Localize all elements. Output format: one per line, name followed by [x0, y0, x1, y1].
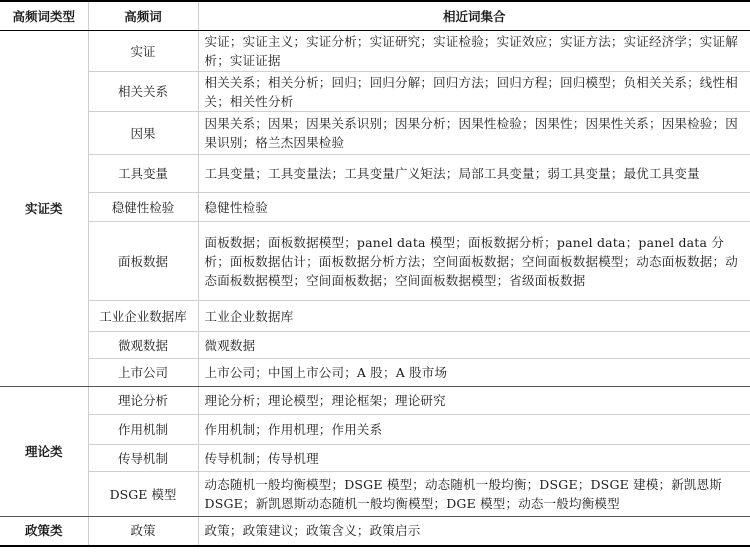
- synonyms-cell: 作用机制；作用机理；作用关系: [198, 415, 750, 445]
- category-empirical: 实证类: [0, 31, 88, 387]
- table-row: [0, 415, 750, 445]
- keyword-cell: 理论分析: [88, 387, 198, 415]
- keyword-cell: 面板数据: [88, 222, 198, 301]
- keyword-cell: 政策: [88, 517, 198, 546]
- table-row: [0, 472, 750, 517]
- synonyms-cell: 传导机制；传导机理: [198, 445, 750, 472]
- category-theory: 理论类: [0, 387, 88, 517]
- category-policy: 政策类: [0, 517, 88, 546]
- header-keyword: 高频词: [88, 1, 198, 31]
- keyword-cell: 微观数据: [88, 332, 198, 359]
- synonyms-cell: 工业企业数据库: [198, 301, 750, 332]
- synonyms-cell: 动态随机一般均衡模型；DSGE 模型；动态随机一般均衡；DSGE；DSGE 建模；新凯恩斯 DSGE；新凯恩斯动态随机一般均衡模型；DGE 模型；动态一般均衡模型: [198, 472, 750, 517]
- synonyms-cell: 政策；政策建议；政策含义；政策启示: [198, 517, 750, 546]
- synonyms-cell: 理论分析；理论模型；理论框架；理论研究: [198, 387, 750, 415]
- header-synonyms: 相近词集合: [198, 1, 750, 31]
- keyword-cell: 工具变量: [88, 155, 198, 193]
- keyword-cell: 传导机制: [88, 445, 198, 472]
- synonyms-cell: 稳健性检验: [198, 193, 750, 222]
- keyword-cell: 作用机制: [88, 415, 198, 445]
- table-row: [0, 332, 750, 359]
- header-row: [0, 1, 750, 31]
- table-row: [0, 31, 750, 72]
- table-row: [0, 517, 750, 546]
- synonyms-cell: 工具变量；工具变量法；工具变量广义矩法；局部工具变量；弱工具变量；最优工具变量: [198, 155, 750, 193]
- keyword-cell: 实证: [88, 31, 198, 72]
- keyword-cell: 相关关系: [88, 72, 198, 112]
- table-row: [0, 359, 750, 387]
- table-row: [0, 155, 750, 193]
- keyword-cell: DSGE 模型: [88, 472, 198, 517]
- table-row: [0, 387, 750, 415]
- keyword-cell: 工业企业数据库: [88, 301, 198, 332]
- table-row: [0, 222, 750, 301]
- synonyms-cell: 微观数据: [198, 332, 750, 359]
- synonyms-cell: 相关关系；相关分析；回归；回归分解；回归方法；回归方程；回归模型；负相关关系；线性相关；相关性分析: [198, 72, 750, 112]
- table-row: [0, 301, 750, 332]
- keyword-cell: 稳健性检验: [88, 193, 198, 222]
- table-row: [0, 72, 750, 112]
- table-row: [0, 445, 750, 472]
- synonyms-cell: 因果关系；因果；因果关系识别；因果分析；因果性检验；因果性；因果性关系；因果检验；因果识别；格兰杰因果检验: [198, 112, 750, 155]
- table-row: [0, 112, 750, 155]
- header-category: 高频词类型: [0, 1, 88, 31]
- synonyms-cell: 上市公司；中国上市公司；A 股；A 股市场: [198, 359, 750, 387]
- keyword-cell: 因果: [88, 112, 198, 155]
- table-row: [0, 193, 750, 222]
- keyword-cell: 上市公司: [88, 359, 198, 387]
- synonyms-cell: 面板数据；面板数据模型；panel data 模型；面板数据分析；panel data；panel data 分析；面板数据估计；面板数据分析方法；空间面板数据；空间面板数据模型；动态面板数据；动态面板数据模型；空间面板数据；空间面板数据模型；省级面板数据: [198, 222, 750, 301]
- synonyms-cell: 实证；实证主义；实证分析；实证研究；实证检验；实证效应；实证方法；实证经济学；实证解析；实证证据: [198, 31, 750, 72]
